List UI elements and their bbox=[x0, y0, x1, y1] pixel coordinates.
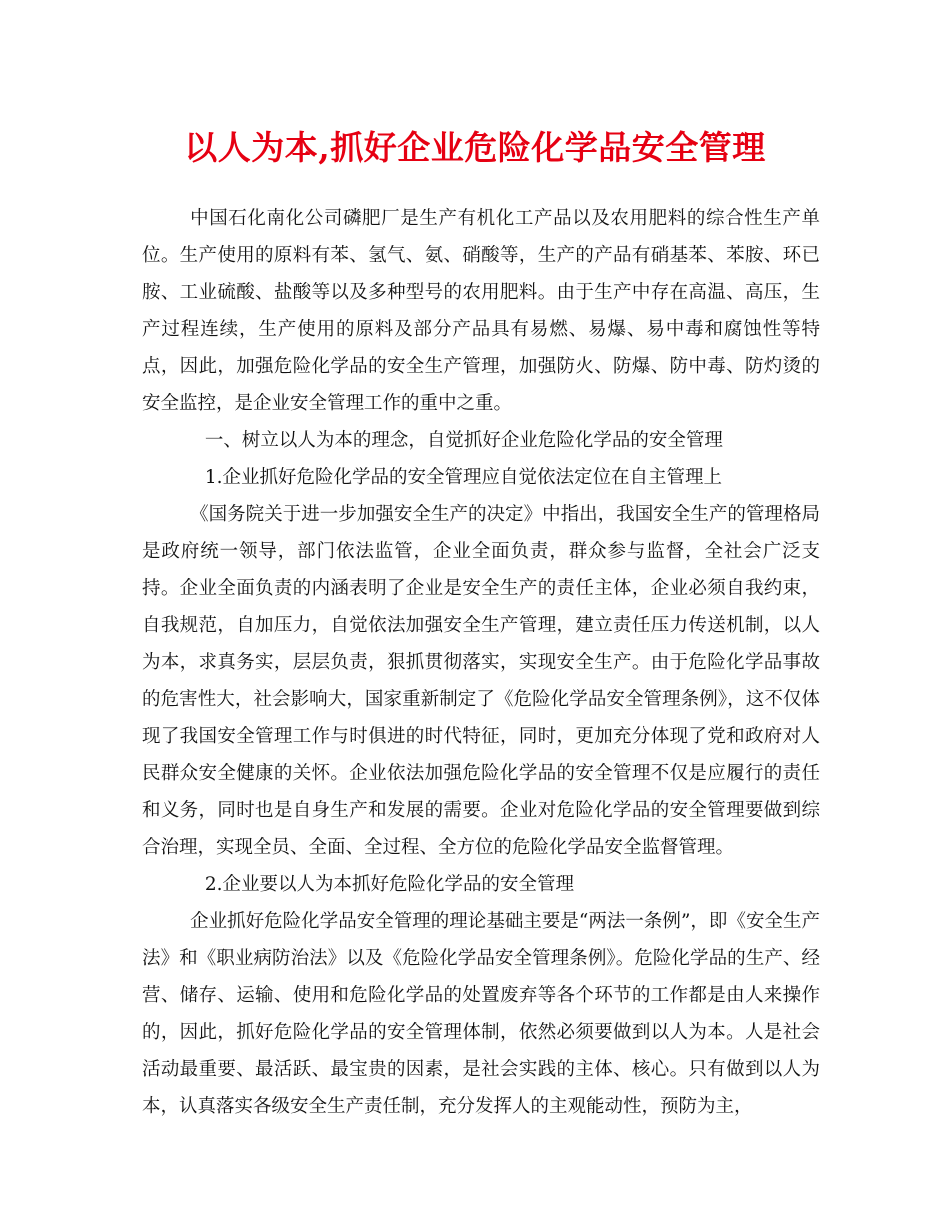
subsection-heading-2: 2.企业要以人为本抓好危险化学品的安全管理 bbox=[204, 874, 575, 895]
document-body bbox=[142, 200, 820, 1125]
paragraph-state-council: 《国务院关于进一步加强安全生产的决定》中指出，我国安全生产的管理格局是政府统一领导，部门依法监管，企业全面负责，群众参与监督，全社会广泛支持。企业全面负责的内涵表明了企业是安全生产的责任主体，企业必须自我约束，自我规范，自加压力，自觉依法加强安全生产管理，建立责任压力传送机制，以人为本，求真务实，层层负责，狠抓贯彻落实，实现安全生产。由于危险化学品事故的危害性大，社会影响大，国家重新制定了《危险化学品安全管理条例》，这不仅体现了我国安全管理工作与时俱进的时代特征，同时，更加充分体现了党和政府对人民群众安全健康的关怀。企业依法加强危险化学品的安全管理不仅是应履行的责任和义务，同时也是自身生产和发展的需要。企业对危险化学品的安全管理要做到综合治理，实现全员、全面、全过程、全方位的危险化学品安全监督管理。 bbox=[142, 504, 820, 858]
document-title: 以人为本,抓好企业危险化学品安全管理 bbox=[184, 128, 766, 167]
subsection-heading-1: 1.企业抓好危险化学品的安全管理应自觉依法定位在自主管理上 bbox=[204, 467, 723, 488]
paragraph-theory-basis: 企业抓好危险化学品安全管理的理论基础主要是“两法一条例”，即《安全生产法》和《职业病防治法》以及《危险化学品安全管理条例》。危险化学品的生产、经营、储存、运输、使用和危险化学品的处置废弃等各个环节的工作都是由人来操作的，因此，抓好危险化学品的安全管理体制，依然必须要做到以人为本。人是社会活动最重要、最活跃、最宝贵的因素，是社会实践的主体、核心。只有做到以人为本，认真落实各级安全生产责任制，充分发挥人的主观能动性，预防为主， bbox=[142, 911, 820, 1117]
paragraph-intro: 中国石化南化公司磷肥厂是生产有机化工产品以及农用肥料的综合性生产单位。生产使用的原料有苯、氢气、氨、硝酸等，生产的产品有硝基苯、苯胺、环已胺、工业硫酸、盐酸等以及多种型号的农用肥料。由于生产中存在高温、高压，生产过程连续，生产使用的原料及部分产品具有易燃、易爆、易中毒和腐蚀性等特点，因此，加强危险化学品的安全生产管理，加强防火、防爆、防中毒、防灼烫的安全监控，是企业安全管理工作的重中之重。 bbox=[142, 208, 820, 414]
section-heading-1: 一、树立以人为本的理念，自觉抓好企业危险化学品的安全管理 bbox=[204, 430, 723, 451]
